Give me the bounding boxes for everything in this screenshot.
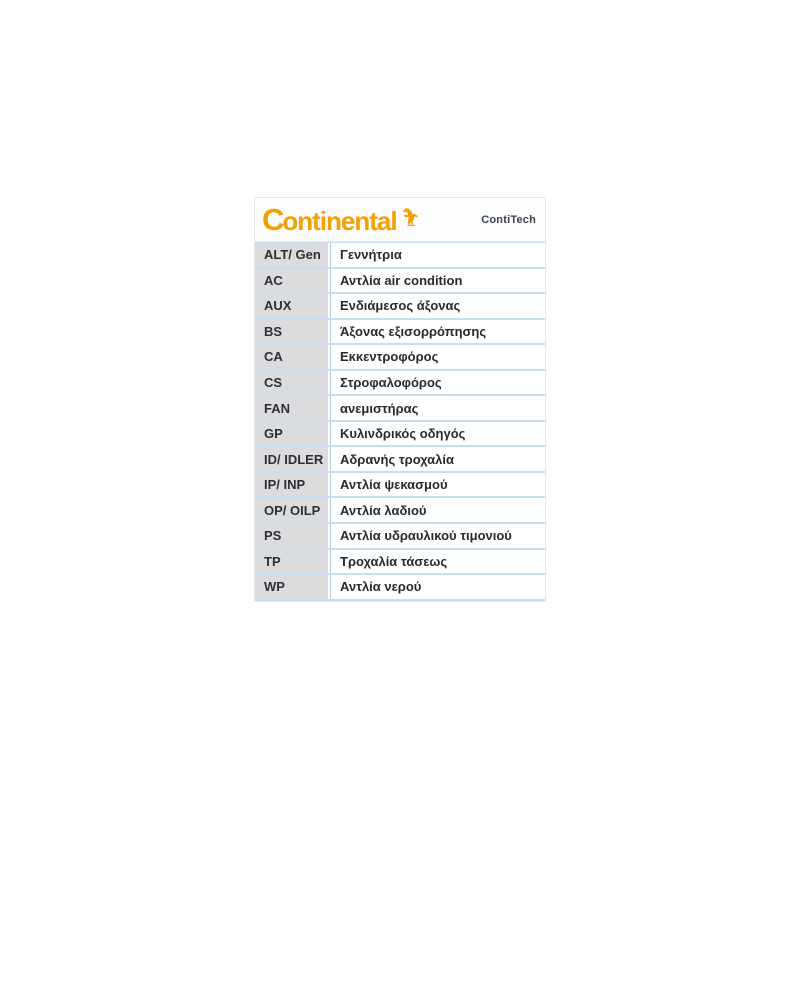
description-cell: Ενδιάμεσος άξονας — [330, 294, 545, 318]
table-row — [255, 269, 545, 295]
contitech-label: ContiTech — [481, 213, 536, 226]
table-row — [255, 320, 545, 346]
description-cell: Τροχαλία τάσεως — [330, 550, 545, 574]
abbreviation-cell: WP — [255, 575, 330, 599]
abbreviation-cell: ALT/ Gen — [255, 243, 330, 267]
abbreviation-cell: BS — [255, 320, 330, 344]
rearing-horse-icon — [400, 206, 421, 227]
logo-letter-c: C — [262, 202, 283, 237]
conti-abbreviation-card — [254, 197, 546, 602]
description-cell: Αντλία λαδιού — [330, 498, 545, 522]
logo-letters-rest: ontinental — [282, 206, 397, 236]
abbreviation-cell: AC — [255, 269, 330, 293]
abbreviation-cell: FAN — [255, 396, 330, 420]
brand-header — [255, 198, 545, 242]
description-cell: Αντλία air condition — [330, 269, 545, 293]
description-cell: Γεννήτρια — [330, 243, 545, 267]
table-row — [255, 575, 545, 601]
description-cell: Κυλινδρικός οδηγός — [330, 422, 545, 446]
table-row — [255, 294, 545, 320]
abbreviation-cell: TP — [255, 550, 330, 574]
table-row — [255, 524, 545, 550]
table-row — [255, 447, 545, 473]
table-row — [255, 498, 545, 524]
description-cell: Αντλία υδραυλικού τιμονιού — [330, 524, 545, 548]
continental-wordmark — [262, 204, 397, 235]
abbreviation-cell: AUX — [255, 294, 330, 318]
description-cell: Αντλία ψεκασμού — [330, 473, 545, 497]
table-row — [255, 371, 545, 397]
abbreviation-table — [255, 242, 545, 601]
description-cell: Αδρανής τροχαλία — [330, 447, 545, 471]
description-cell: Αντλία νερού — [330, 575, 545, 599]
abbreviation-cell: CA — [255, 345, 330, 369]
abbreviation-cell: PS — [255, 524, 330, 548]
table-row — [255, 345, 545, 371]
abbreviation-cell: GP — [255, 422, 330, 446]
abbreviation-cell: OP/ OILP — [255, 498, 330, 522]
continental-logo — [262, 204, 421, 235]
description-cell: ανεμιστήρας — [330, 396, 545, 420]
table-row — [255, 550, 545, 576]
abbreviation-cell: ID/ IDLER — [255, 447, 330, 471]
table-row — [255, 243, 545, 269]
abbreviation-cell: CS — [255, 371, 330, 395]
abbreviation-cell: IP/ INP — [255, 473, 330, 497]
description-cell: Στροφαλοφόρος — [330, 371, 545, 395]
table-row — [255, 473, 545, 499]
description-cell: Άξονας εξισορρόπησης — [330, 320, 545, 344]
table-row — [255, 422, 545, 448]
description-cell: Εκκεντροφόρος — [330, 345, 545, 369]
table-row — [255, 396, 545, 422]
